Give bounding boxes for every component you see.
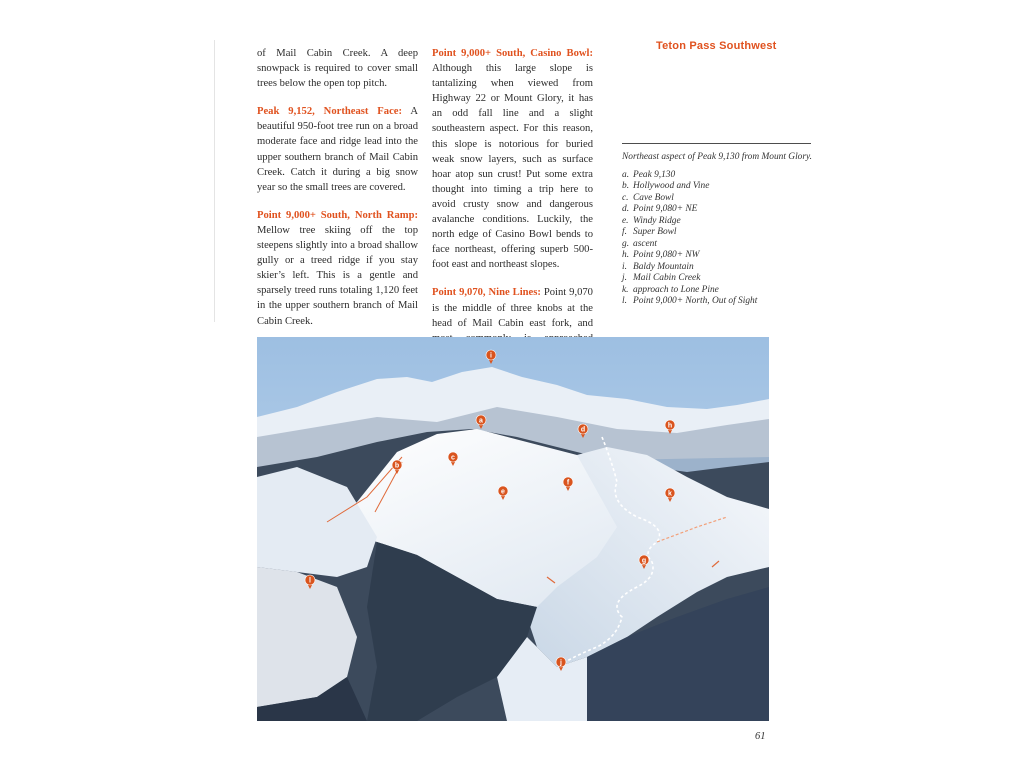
right-margin <box>814 0 1024 768</box>
caption-rule <box>622 143 811 144</box>
legend-letter: b. <box>622 181 630 191</box>
legend-label: Super Bowl <box>633 227 677 237</box>
legend-letter: a. <box>622 169 630 180</box>
marker-letter: a <box>479 417 483 425</box>
paragraph-text: Mellow tree skiing off the top steepens slightly into a broad shallow gully or a treed ridge if you stay skier’s left. This is a gentle and sparsely treed runs totaling 1,120 feet in the upper southern branch of Mail Cabin Creek. <box>257 224 418 327</box>
legend-label: Cave Bowl <box>633 192 674 203</box>
paragraph-casino-bowl <box>432 46 593 272</box>
legend-label: Point 9,080+ NE <box>633 204 698 214</box>
marker-letter: e <box>501 488 505 496</box>
page-edge-line <box>214 40 215 322</box>
marker-letter: j <box>560 659 562 667</box>
paragraph-heading: Peak 9,152, Northeast Face: <box>257 106 403 118</box>
marker-letter: f <box>566 479 570 487</box>
legend-label: Point 9,000+ North, Out of Sight <box>633 296 758 306</box>
legend-item <box>622 181 817 193</box>
caption-legend <box>622 170 817 308</box>
legend-letter: j. <box>622 273 627 283</box>
legend-letter: d. <box>622 204 630 214</box>
legend-label: approach to Lone Pine <box>633 284 719 295</box>
page-number: 61 <box>755 731 766 742</box>
mountain-illustration <box>257 337 769 721</box>
marker-letter: b <box>394 462 400 470</box>
legend-item <box>622 273 817 285</box>
legend-letter: c. <box>622 192 629 203</box>
legend-item <box>622 204 817 216</box>
left-margin <box>0 0 215 768</box>
text-column-left <box>257 46 418 342</box>
paragraph-heading: Point 9,000+ South, Casino Bowl: <box>432 48 593 59</box>
paragraph-north-ramp <box>257 208 418 329</box>
paragraph-text: Although this large slope is tantalizing when viewed from Highway 22 or Mount Glory, it has an odd fall line and a slight southeastern aspect. For this reason, this slope is notorious for buried weak snow layers, such as surface hoar atop sun crust! Put some extra thought into timing a trip here to avoid crusty snow and dangerous avalanche conditions. Luckily, the north edge of Casino Bowl bends to face northeast, offering superb 500-foot east and northeast slopes. <box>432 63 593 271</box>
legend-item <box>622 239 817 251</box>
mountain-photo <box>257 337 769 721</box>
legend-letter: h. <box>622 250 630 260</box>
marker-letter: i <box>490 352 492 360</box>
marker-letter: g <box>641 557 647 565</box>
marker-letter: d <box>580 426 586 434</box>
paragraph-text: A beautiful 950-foot tree run on a broad moderate face and ridge lead into the upper southern branch of Mail Cabin Creek. Catch it during a big snow year so the small trees are covered. <box>257 106 418 193</box>
legend-item <box>622 250 817 262</box>
legend-item <box>622 193 817 205</box>
running-head: Teton Pass Southwest <box>656 40 777 52</box>
legend-item <box>622 170 817 182</box>
legend-letter: g. <box>622 238 630 249</box>
legend-label: Point 9,080+ NW <box>633 250 700 260</box>
legend-item <box>622 227 817 239</box>
legend-letter: e. <box>622 215 629 226</box>
caption-intro: Northeast aspect of Peak 9,130 from Mount Glory. <box>622 152 812 162</box>
paragraph-text: of Mail Cabin Creek. A deep snowpack is required to cover small trees below the open top pitch. <box>257 48 418 90</box>
legend-label: Baldy Mountain <box>633 261 694 272</box>
paragraph-heading: Point 9,000+ South, North Ramp: <box>257 209 418 221</box>
text-column-middle <box>432 46 593 374</box>
legend-label: Peak 9,130 <box>633 169 676 180</box>
legend-item <box>622 285 817 297</box>
marker-letter: h <box>667 422 673 430</box>
legend-label: Hollywood and Vine <box>633 181 710 191</box>
paragraph-peak-9152 <box>257 104 418 195</box>
legend-letter: i. <box>622 261 627 272</box>
marker-letter: l <box>309 577 311 585</box>
marker-letter: c <box>451 454 455 462</box>
legend-label: Windy Ridge <box>633 215 681 226</box>
marker-letter: k <box>668 490 672 498</box>
legend-letter: f. <box>622 227 627 237</box>
paragraph-text: Point 9,070 is the middle of three knobs at the head of Mail Cabin east fork, and <box>432 287 593 329</box>
legend-label: ascent <box>633 238 657 249</box>
paragraph-mail-cabin-continued <box>257 46 418 91</box>
legend-item <box>622 216 817 228</box>
legend-item <box>622 296 817 308</box>
legend-label: Mail Cabin Creek <box>633 273 701 283</box>
photo-caption <box>622 152 817 308</box>
paragraph-heading: Point 9,070, Nine Lines: <box>432 287 541 299</box>
legend-letter: l. <box>622 296 627 306</box>
legend-letter: k. <box>622 284 629 295</box>
legend-item <box>622 262 817 274</box>
